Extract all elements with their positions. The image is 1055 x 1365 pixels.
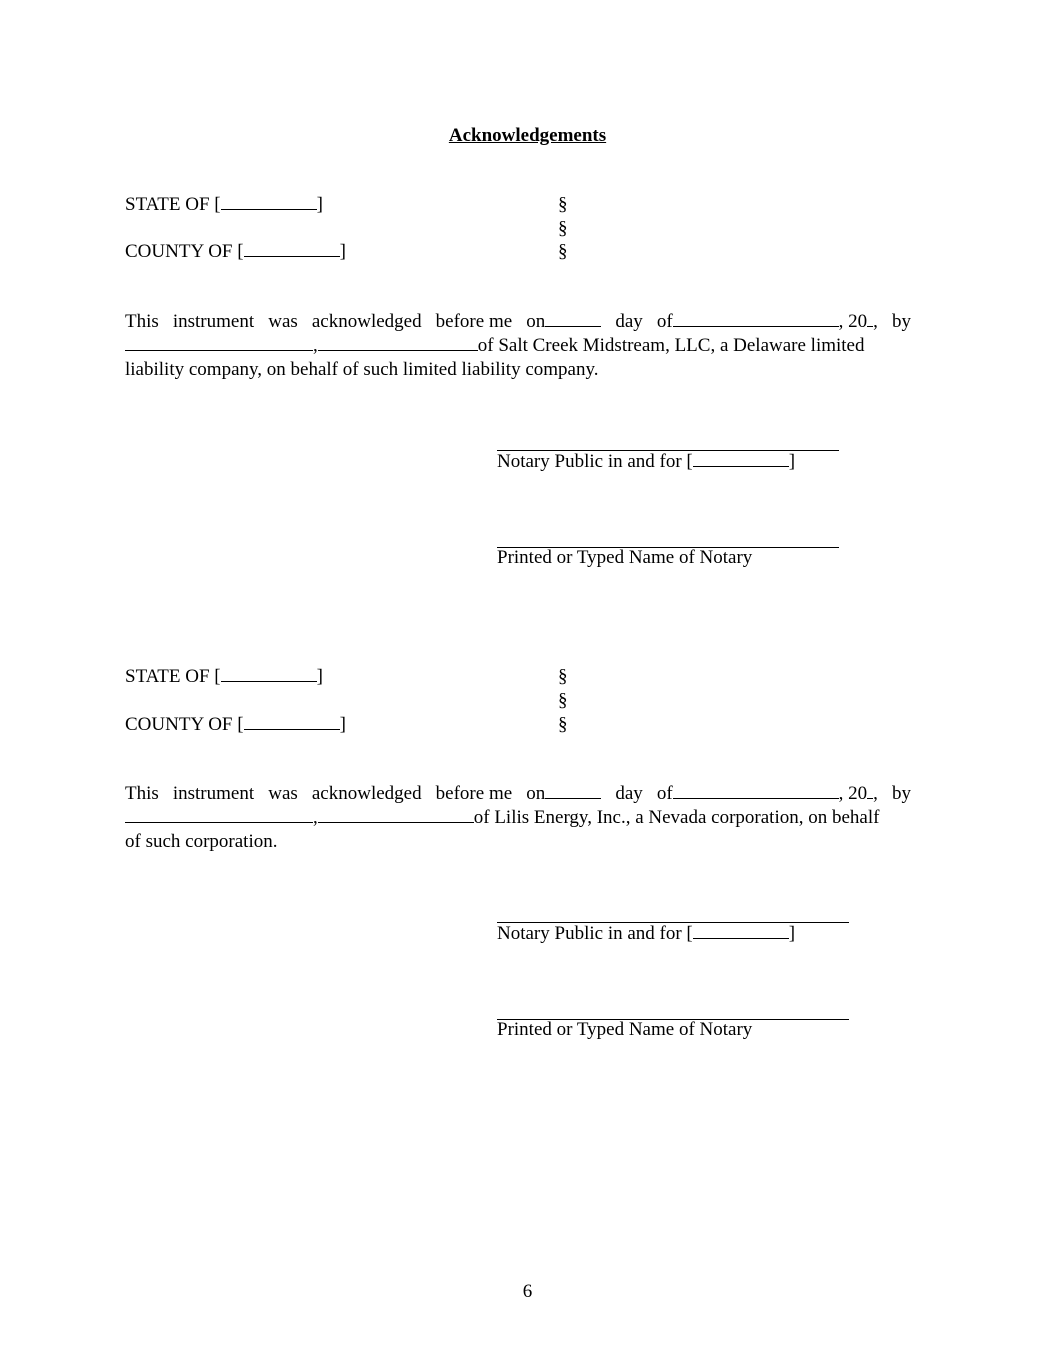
page-number: 6 [522,1281,533,1302]
para-word: This [125,783,159,804]
entity-text: of Lilis Energy, Inc., a Nevada corporation, on behalf [473,807,880,828]
county-blank[interactable] [244,715,340,730]
state-of-line-1 [125,194,323,217]
name-blank[interactable] [125,336,313,351]
para-word: This [125,311,159,332]
para-word: day [615,783,643,804]
para-word: before me [435,311,513,332]
para-word: was [268,311,298,332]
notary-blank[interactable] [693,924,789,939]
paragraph-end-text: of such corporation. [125,831,278,852]
close-bracket: ] [339,714,346,735]
para-word: before me [435,783,513,804]
para-word: by [891,311,911,332]
para-word: instrument [172,311,255,332]
para-word: on [526,311,546,332]
para-word: , [313,335,318,356]
day-blank[interactable] [545,784,601,799]
printed-name-label: Printed or Typed Name of Notary [497,547,753,568]
para-word: , 20 [838,311,868,332]
state-blank[interactable] [221,195,317,210]
county-of-line-1 [125,241,346,264]
close-bracket: ] [788,451,796,472]
notary-blank[interactable] [693,452,789,467]
notary-label: Notary Public in and for [ [497,451,693,472]
section-mark: § [558,714,568,735]
title-blank[interactable] [318,336,478,351]
close-bracket: ] [788,923,796,944]
notary-public-line-1 [497,451,795,474]
section-mark: § [558,194,568,215]
acknowledgement-paragraph-2 [125,782,911,854]
county-label: COUNTY OF [ [125,241,244,262]
notary-public-line-2 [497,923,795,946]
title-blank[interactable] [318,808,474,823]
para-word: day [615,311,643,332]
state-of-line-2 [125,666,323,689]
page-title: Acknowledgements [448,125,607,146]
para-word: was [268,783,298,804]
para-word: on [526,783,546,804]
close-bracket: ] [316,666,323,687]
paragraph-end-text: liability company, on behalf of such limited liability company. [125,359,599,380]
county-of-line-2 [125,714,346,737]
para-word: by [891,783,911,804]
section-mark: § [558,690,568,711]
para-word: , [313,807,318,828]
month-blank[interactable] [673,784,839,799]
para-word: , [873,311,878,332]
para-word: , 20 [838,783,868,804]
state-label: STATE OF [ [125,666,221,687]
day-blank[interactable] [545,312,601,327]
entity-text: of Salt Creek Midstream, LLC, a Delaware limited [477,335,865,356]
name-blank[interactable] [125,808,313,823]
notary-label: Notary Public in and for [ [497,923,693,944]
state-label: STATE OF [ [125,194,221,215]
section-mark: § [558,666,568,687]
para-word: of [656,783,673,804]
para-word: acknowledged [311,311,422,332]
close-bracket: ] [316,194,323,215]
section-mark: § [558,218,568,239]
para-word: acknowledged [311,783,422,804]
printed-name-label: Printed or Typed Name of Notary [497,1019,753,1040]
county-label: COUNTY OF [ [125,714,244,735]
para-word: of [656,311,673,332]
county-blank[interactable] [244,242,340,257]
month-blank[interactable] [673,312,839,327]
acknowledgement-paragraph-1 [125,310,911,382]
state-blank[interactable] [221,667,317,682]
section-mark: § [558,241,568,262]
para-word: , [873,783,878,804]
close-bracket: ] [339,241,346,262]
para-word: instrument [172,783,255,804]
